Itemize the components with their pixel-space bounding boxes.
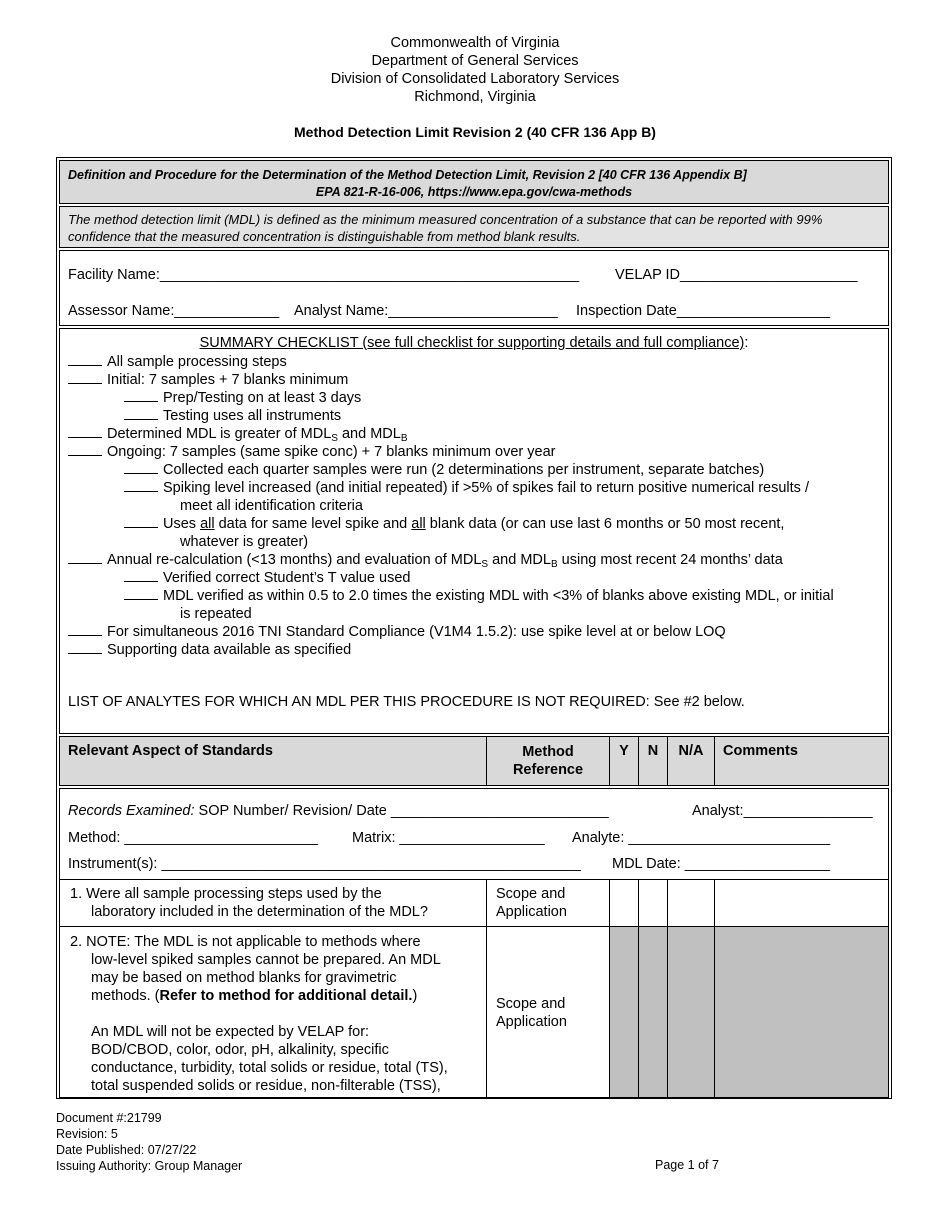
shaded-cell — [668, 927, 714, 1097]
check-blank[interactable] — [68, 443, 102, 456]
checklist-subitem: MDL verified as within 0.5 to 2.0 times the existing MDL with <3% of blanks above existing MDL, or initial — [124, 587, 834, 605]
checklist-frame — [56, 157, 892, 1099]
col-header-method: Method Reference — [512, 744, 584, 778]
checklist-item: Annual re-calculation (<13 months) and evaluation of $MDL_S$ and $MDL_B$ using most recent 24 months’ data — [68, 551, 783, 569]
check-blank[interactable] — [124, 407, 158, 420]
checklist-subitem: Uses all data for same level spike and all blank data (or can use last 6 months or 50 most recent, — [124, 515, 784, 533]
definition-line-1: Definition and Procedure for the Determination of the Method Detection Limit, Revision 2 [40 CFR 136 Appendix B] — [68, 168, 747, 182]
summary-checklist — [59, 328, 889, 734]
check-blank[interactable] — [124, 569, 158, 582]
check-blank[interactable] — [68, 551, 102, 564]
shaded-cell — [715, 927, 888, 1097]
records-mdl-date-field[interactable]: MDL Date: __________________ — [612, 856, 830, 872]
shaded-cell — [639, 927, 667, 1097]
col-header-comments: Comments — [723, 743, 798, 759]
mdl-definition-box — [59, 206, 889, 248]
col-divider — [638, 927, 639, 1097]
document-title: Method Detection Limit Revision 2 (40 CFR 136 App B) — [294, 124, 656, 140]
header-line-2: Department of General Services — [371, 53, 579, 69]
check-blank[interactable] — [68, 623, 102, 636]
col-header-y: Y — [619, 743, 629, 759]
col-divider — [714, 737, 715, 785]
page-number: Page 1 of 7 — [655, 1158, 719, 1172]
records-analyst-field[interactable]: Analyst:________________ — [692, 803, 873, 819]
check-blank[interactable] — [68, 371, 102, 384]
question-1-reference: Scope and Application — [496, 886, 567, 920]
checklist-subitem: Spiking level increased (and initial repeated) if >5% of spikes fail to return positive numerical results / — [124, 479, 809, 497]
analytes-note: LIST OF ANALYTES FOR WHICH AN MDL PER THIS PROCEDURE IS NOT REQUIRED: See #2 below. — [68, 694, 745, 710]
checklist-item: For simultaneous 2016 TNI Standard Compliance (V1M4 1.5.2): use spike level at or below LOQ — [68, 623, 726, 641]
records-matrix-field[interactable]: Matrix: __________________ — [352, 830, 545, 846]
records-examined — [59, 788, 889, 880]
question-2-reference: Scope and Application — [496, 996, 567, 1030]
assessor-name-field[interactable]: Assessor Name:_____________ — [68, 303, 280, 319]
facility-name-field[interactable]: Facility Name:____________________________________________________ — [68, 267, 580, 283]
check-blank[interactable] — [68, 641, 102, 654]
check-blank[interactable] — [124, 389, 158, 402]
records-sop-field[interactable]: Records Examined: SOP Number/ Revision/ Date ___________________________ — [68, 803, 609, 819]
col-header-aspect: Relevant Aspect of Standards — [68, 743, 273, 759]
check-blank[interactable] — [124, 515, 158, 528]
definition-line-2: EPA 821-R-16-006, https://www.epa.gov/cwa-methods — [315, 185, 633, 199]
col-header-n: N — [647, 743, 659, 759]
col-divider — [714, 927, 715, 1097]
checklist-subitem-cont: whatever is greater) — [180, 534, 309, 550]
records-instrument-field[interactable]: Instrument(s): ____________________________________________________ — [68, 856, 581, 872]
check-blank[interactable] — [124, 461, 158, 474]
date-published: Date Published: 07/27/22 — [56, 1143, 197, 1157]
velap-id-field[interactable]: VELAP ID______________________ — [615, 267, 858, 283]
check-blank[interactable] — [124, 587, 158, 600]
checklist-subitem: Testing uses all instruments — [124, 407, 341, 425]
checklist-subitem-cont: meet all identification criteria — [180, 498, 363, 514]
checklist-subitem: Collected each quarter samples were run (2 determinations per instrument, separate batches) — [124, 461, 764, 479]
definition-box — [59, 160, 889, 204]
mdl-definition-text: The method detection limit (MDL) is defined as the minimum measured concentration of a substance that can be reported with 99% confidence that the measured concentration is distinguishable from method blank results. — [68, 212, 823, 244]
document-number: Document #:21799 — [56, 1111, 162, 1125]
checklist-subitem: Verified correct Student’s T value used — [124, 569, 410, 587]
col-header-na: N/A — [678, 743, 704, 759]
checklist-subitem-cont: is repeated — [180, 606, 252, 622]
document-revision: Revision: 5 — [56, 1127, 118, 1141]
header-line-1: Commonwealth of Virginia — [390, 35, 560, 51]
check-blank[interactable] — [124, 479, 158, 492]
checklist-item: Determined MDL is greater of $MDL_S$ and $MDL_B$ — [68, 425, 408, 443]
analyst-name-field[interactable]: Analyst Name:_____________________ — [294, 303, 558, 319]
checklist-subitem: Prep/Testing on at least 3 days — [124, 389, 361, 407]
col-divider — [667, 927, 668, 1097]
table-row — [60, 880, 888, 927]
document-footer — [56, 1110, 242, 1174]
question-1: 1. Were all sample processing steps used by the laboratory included in the determination of the MDL? — [70, 886, 428, 920]
question-2: 2. NOTE: The MDL is not applicable to methods where low-level spiked samples cannot be prepared. An MDL may be based on method blanks for gravimetric methods. (Refer to method for additional detail.) An MDL will not be expected by VELAP for: BOD/CBOD, color, odor, pH, alkalinity, specific conductance, turbidity, total solids or residue, total (TS), total suspended solids or residue, non-filterable (TSS), — [70, 934, 448, 1094]
checklist-title: SUMMARY CHECKLIST (see full checklist for supporting details and full compliance): — [199, 335, 749, 351]
header-line-4: Richmond, Virginia — [414, 89, 536, 105]
checklist-item: All sample processing steps — [68, 353, 287, 371]
table-row — [60, 927, 888, 1097]
table-header — [59, 736, 889, 786]
page-header — [0, 34, 950, 106]
facility-info-box — [59, 250, 889, 326]
header-line-3: Division of Consolidated Laboratory Services — [330, 71, 620, 87]
checklist-item: Ongoing: 7 samples (same spike conc) + 7 blanks minimum over year — [68, 443, 555, 461]
checklist-item: Initial: 7 samples + 7 blanks minimum — [68, 371, 348, 389]
check-blank[interactable] — [68, 425, 102, 438]
issuing-authority: Issuing Authority: Group Manager — [56, 1159, 243, 1173]
checklist-item: Supporting data available as specified — [68, 641, 351, 659]
records-method-field[interactable]: Method: ________________________ — [68, 830, 318, 846]
question-rows — [59, 880, 889, 1098]
check-blank[interactable] — [68, 353, 102, 366]
inspection-date-field[interactable]: Inspection Date___________________ — [576, 303, 830, 319]
shaded-cell — [610, 927, 638, 1097]
records-analyte-field[interactable]: Analyte: _________________________ — [572, 830, 831, 846]
